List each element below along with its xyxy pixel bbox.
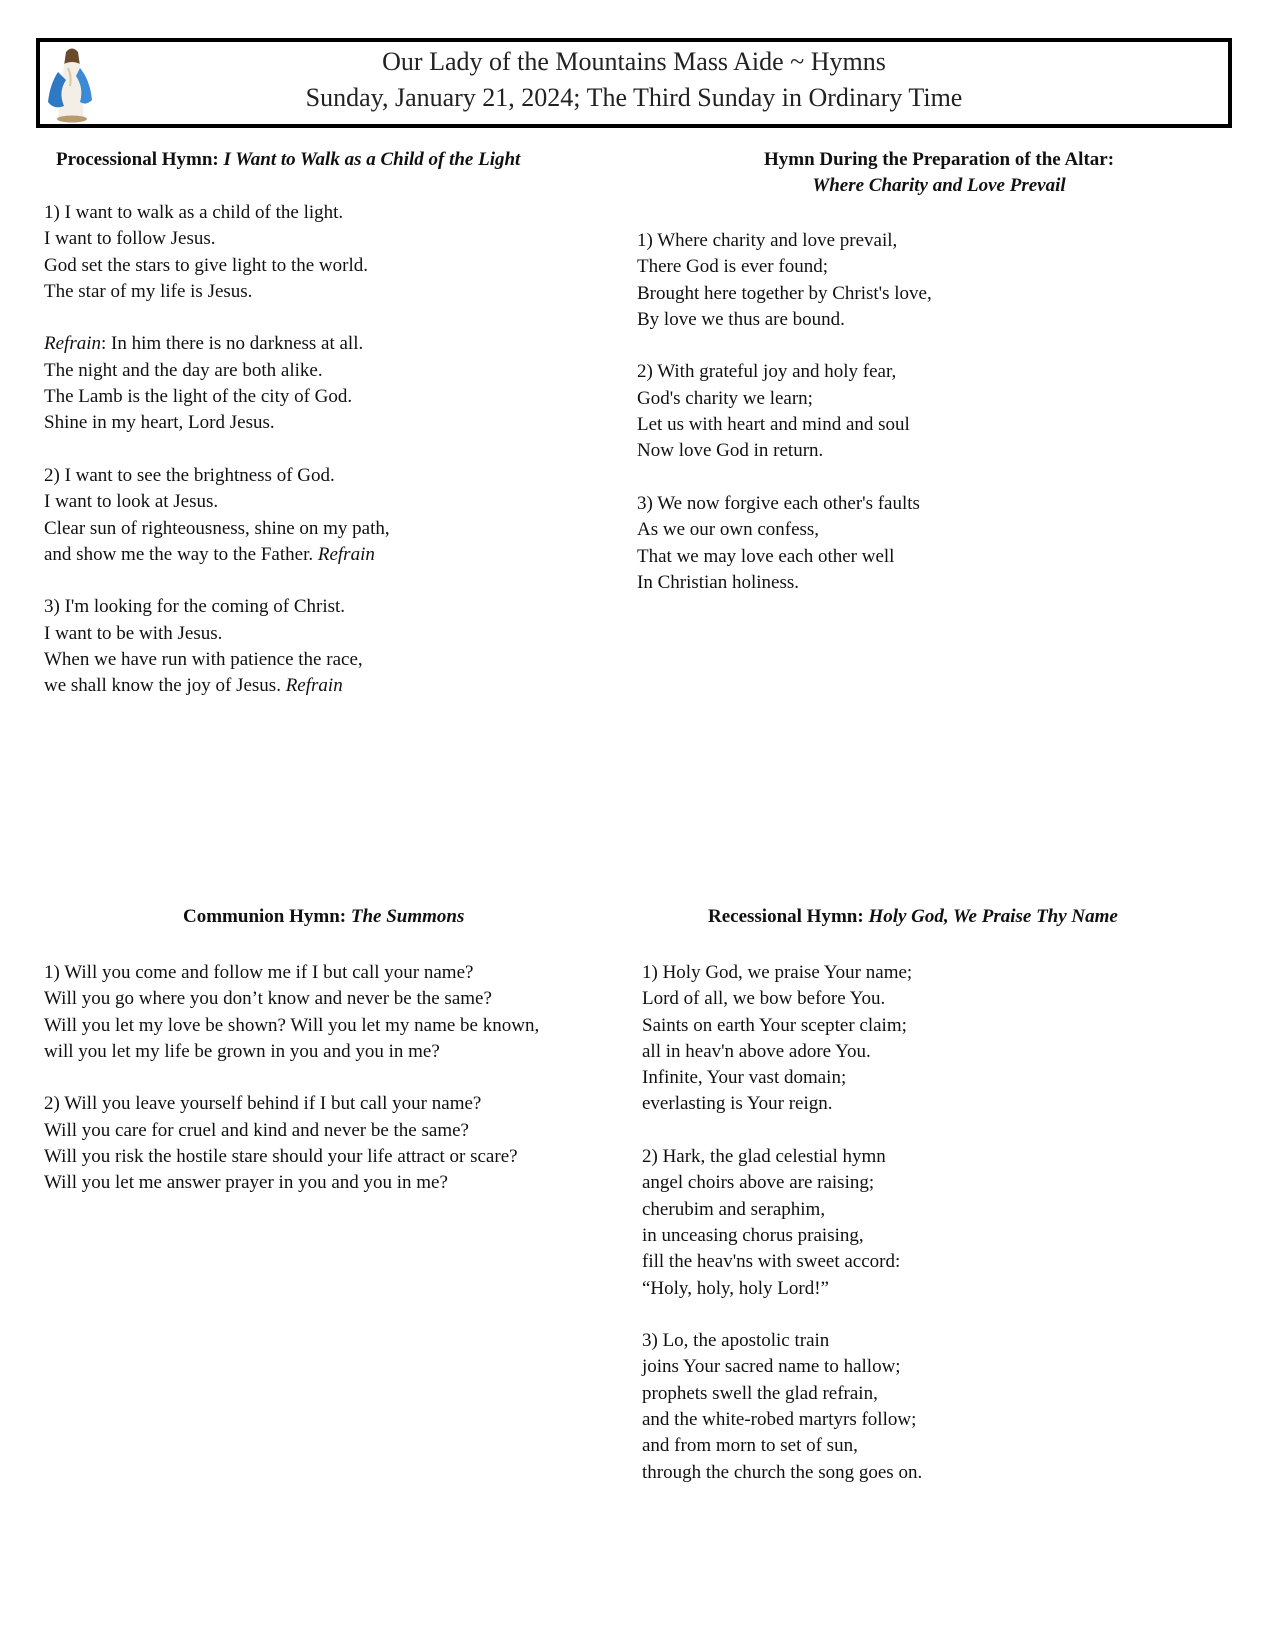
lyric-line: 3) We now forgive each other's faults xyxy=(637,492,920,514)
lyric-line: “Holy, holy, holy Lord!” xyxy=(642,1277,829,1299)
lyric-line: As we our own confess, xyxy=(637,519,820,541)
lyric-line: Will you risk the hostile stare should your life attract or scare? xyxy=(44,1146,518,1168)
processional-label: Processional Hymn: xyxy=(56,149,219,170)
refrain-first-line: Refrain: In him there is no darkness at all. xyxy=(44,333,364,355)
lyric-line: through the church the song goes on. xyxy=(642,1461,923,1483)
preparation-title: Where Charity and Love Prevail xyxy=(812,175,1066,196)
lyric-line: That we may love each other well xyxy=(637,545,895,567)
lyric-line: Will you care for cruel and kind and never be the same? xyxy=(44,1119,469,1141)
lyric-line: all in heav'n above adore You. xyxy=(642,1040,871,1062)
preparation-label: Hymn During the Preparation of the Altar: xyxy=(763,149,1115,170)
lyric-line: Will you let my love be shown? Will you let my name be known, xyxy=(44,1014,540,1036)
lyric-line: in unceasing chorus praising, xyxy=(642,1224,864,1246)
processional-heading xyxy=(56,147,520,173)
header-box xyxy=(36,38,1232,128)
lyric-line: Will you go where you don’t know and never be the same? xyxy=(44,988,492,1010)
lyric-line: The night and the day are both alike. xyxy=(44,359,323,381)
lyric-line: we shall know the joy of Jesus. Refrain xyxy=(44,675,343,697)
lyric-line: and show me the way to the Father. Refrain xyxy=(44,543,375,565)
processional-lyrics xyxy=(44,200,390,700)
lyric-line: Will you let me answer prayer in you and you in me? xyxy=(44,1172,448,1194)
lyric-line: 3) I'm looking for the coming of Christ. xyxy=(44,596,346,618)
lyric-line: When we have run with patience the race, xyxy=(44,649,363,671)
header-title-line2: Sunday, January 21, 2024; The Third Sunday in Ordinary Time xyxy=(305,83,963,112)
lyric-line: 2) With grateful joy and holy fear, xyxy=(637,361,897,383)
recessional-lyrics xyxy=(642,960,922,1486)
refrain-tag: Refrain xyxy=(285,675,343,697)
lyric-line: and from morn to set of sun, xyxy=(642,1435,858,1457)
processional-title: I Want to Walk as a Child of the Light xyxy=(223,149,521,170)
preparation-heading xyxy=(639,147,1239,199)
lyric-line: There God is ever found; xyxy=(637,256,828,278)
lyric-line: everlasting is Your reign. xyxy=(642,1093,833,1115)
lyric-line: 1) Where charity and love prevail, xyxy=(637,230,898,251)
lyric-line: cherubim and seraphim, xyxy=(642,1198,826,1220)
preparation-lyrics xyxy=(637,228,932,596)
lyric-line: 2) Will you leave yourself behind if I but call your name? xyxy=(44,1093,482,1115)
communion-lyrics xyxy=(44,960,539,1197)
lyric-line: 3) Lo, the apostolic train xyxy=(642,1330,830,1352)
lyric-line: God set the stars to give light to the world. xyxy=(44,254,369,276)
lyric-line: 2) I want to see the brightness of God. xyxy=(44,464,335,486)
refrain-label: Refrain xyxy=(44,333,101,355)
lyric-line: The Lamb is the light of the city of God. xyxy=(44,386,353,408)
lyric-line: 1) Will you come and follow me if I but call your name? xyxy=(44,962,474,983)
lyric-line: Let us with heart and mind and soul xyxy=(637,414,910,436)
lyric-line: Saints on earth Your scepter claim; xyxy=(642,1014,907,1036)
lyric-line: In Christian holiness. xyxy=(637,571,800,593)
lyric-line: Infinite, Your vast domain; xyxy=(642,1067,847,1089)
lyric-line: 1) I want to walk as a child of the light. xyxy=(44,202,344,223)
lyric-line: angel choirs above are raising; xyxy=(642,1172,875,1194)
lyric-line: joins Your sacred name to hallow; xyxy=(642,1356,901,1378)
lyric-line: will you let my life be grown in you and you in me? xyxy=(44,1040,440,1062)
lyric-line: Now love God in return. xyxy=(637,440,824,462)
communion-heading xyxy=(183,904,464,930)
recessional-heading xyxy=(708,904,1118,930)
lyric-line: Lord of all, we bow before You. xyxy=(642,988,886,1010)
lyric-line: and the white-robed martyrs follow; xyxy=(642,1409,917,1431)
lyric-line: I want to follow Jesus. xyxy=(44,228,216,250)
lyric-line: God's charity we learn; xyxy=(637,387,813,409)
communion-label: Communion Hymn: xyxy=(183,906,347,927)
lyric-line: 1) Holy God, we praise Your name; xyxy=(642,962,913,983)
lyric-line: I want to be with Jesus. xyxy=(44,622,223,644)
refrain-tag: Refrain xyxy=(317,543,375,565)
lyric-line: Clear sun of righteousness, shine on my path, xyxy=(44,517,390,539)
recessional-label: Recessional Hymn: xyxy=(708,906,864,927)
lyric-line: I want to look at Jesus. xyxy=(44,491,219,513)
lyric-line: Brought here together by Christ's love, xyxy=(637,282,932,304)
lyric-line: 2) Hark, the glad celestial hymn xyxy=(642,1146,886,1168)
lyric-line: Shine in my heart, Lord Jesus. xyxy=(44,412,275,434)
recessional-title: Holy God, We Praise Thy Name xyxy=(868,906,1118,927)
lyric-line: prophets swell the glad refrain, xyxy=(642,1382,878,1404)
lyric-line: The star of my life is Jesus. xyxy=(44,280,253,302)
header-title-line1: Our Lady of the Mountains Mass Aide ~ Hymns xyxy=(382,47,886,76)
lyric-line: By love we thus are bound. xyxy=(637,308,845,330)
communion-title: The Summons xyxy=(350,906,465,927)
lyric-line: fill the heav'ns with sweet accord: xyxy=(642,1251,901,1273)
